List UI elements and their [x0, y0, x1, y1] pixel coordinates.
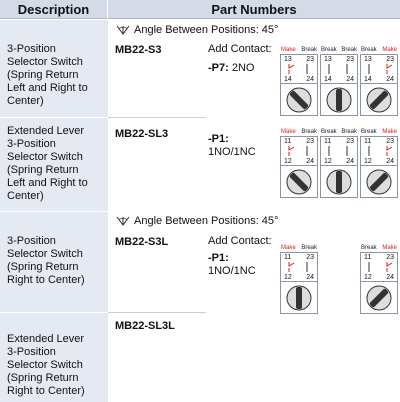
selector-knob-center [320, 166, 358, 198]
contact-box: 11 23 12 24 [360, 252, 398, 282]
description-cell-mb22-sl3: Extended Lever 3-Position Selector Switch (Spring Return Left and Right to Center) [0, 118, 108, 211]
description-cell-mb22-sl3l: Extended Lever 3-Position Selector Switch (Spring Return Right to Center) [0, 313, 108, 402]
description-cell-mb22-s3l: 3-Position Selector Switch (Spring Return Right to Center) [0, 212, 108, 312]
option-p1: -P1: 1NO/1NC [208, 133, 256, 158]
selector-knob-center [280, 282, 318, 314]
option-p1: -P1: 1NO/1NC [208, 252, 256, 277]
part-number-mb22-sl3: MB22-SL3 [115, 128, 169, 140]
contact-box: 13 23 14 24 [280, 54, 318, 84]
part-number-mb22-sl3l: MB22-SL3L [115, 320, 175, 332]
contact-box: 13 23 14 24 [320, 54, 358, 84]
contact-diagram-p1-right: Make Break 11 23 12 24 Break Make 11 23 12 24 [280, 244, 398, 314]
description-cell-mb22-s3: 3-Position Selector Switch (Spring Return Left and Right to Center) [0, 20, 108, 117]
selector-knob-right [360, 84, 398, 116]
angle-row-2 [108, 212, 400, 230]
contact-box: 13 23 14 24 [360, 54, 398, 84]
part-number-mb22-s3l: MB22-S3L [115, 236, 169, 248]
selector-knob-right [360, 282, 398, 314]
contact-box: 11 23 12 24 [360, 136, 398, 166]
selector-knob-left [280, 84, 318, 116]
angle-icon [116, 216, 130, 226]
contact-box: 11 23 12 24 [280, 252, 318, 282]
selector-knob-right [360, 166, 398, 198]
selector-knob-center [320, 84, 358, 116]
contact-box: 11 23 12 24 [280, 136, 318, 166]
contact-diagram-p7: Make Break 13 23 14 24 Break Break 13 23 14 24 Break Make 13 23 14 24 [280, 46, 398, 116]
selector-knob-left [280, 166, 318, 198]
row-divider [108, 312, 206, 313]
add-contact-label: Add Contact: [208, 235, 272, 247]
header-part-numbers: Part Numbers [108, 0, 400, 19]
contact-diagram-p1: Make Break 11 23 12 24 Break Break 11 23 12 24 Break Make 11 23 12 24 [280, 128, 398, 198]
angle-text: Angle Between Positions: 45° [134, 215, 279, 227]
row-divider [108, 117, 206, 118]
angle-row-1 [108, 21, 400, 39]
header-description: Description [0, 0, 108, 19]
option-p7: -P7: 2NO [208, 62, 255, 74]
add-contact-label: Add Contact: [208, 43, 272, 55]
contact-box: 11 23 12 24 [320, 136, 358, 166]
part-number-mb22-s3: MB22-S3 [115, 44, 162, 56]
angle-text: Angle Between Positions: 45° [134, 24, 279, 36]
angle-icon [116, 25, 130, 35]
